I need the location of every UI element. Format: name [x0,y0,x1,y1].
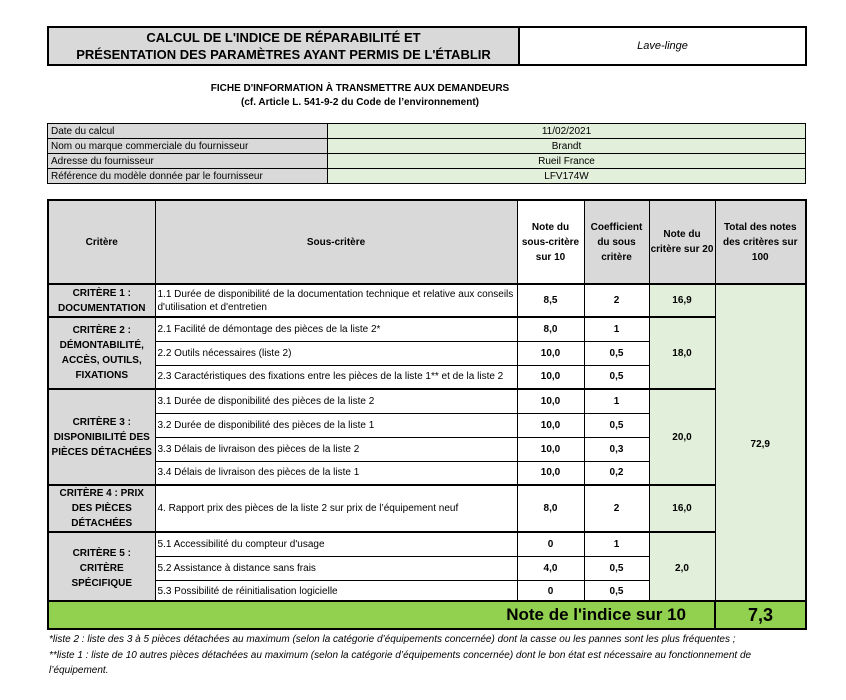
info-label: Référence du modèle donnée par le fournisseur [48,169,328,184]
fiche-line-2: (cf. Article L. 541-9-2 du Code de l’environnement) [240,97,479,108]
table-row [48,532,806,556]
criterion-1-score: 16,9 [649,284,715,317]
criterion-2-score: 18,0 [649,317,715,389]
subcriterion-coef: 2 [584,485,649,532]
result-label: Note de l'indice sur 10 [48,601,715,629]
info-row-address [48,154,806,169]
subcriterion-label: 5.1 Accessibilité du compteur d'usage [155,532,517,556]
score-table [47,199,807,605]
criterion-3-score: 20,0 [649,389,715,485]
subcriterion-note: 10,0 [517,437,584,461]
subcriterion-note: 4,0 [517,556,584,580]
table-row [48,389,806,413]
title-line-2: PRÉSENTATION DES PARAMÈTRES AYANT PERMIS DE L'ÉTABLIR [76,47,491,62]
header-coefficient: Coefficient du sous critère [584,200,649,284]
subcriterion-label: 5.3 Possibilité de réinitialisation logicielle [155,580,517,604]
subcriterion-coef: 0,5 [584,413,649,437]
subcriterion-label: 4. Rapport prix des pièces de la liste 2 sur prix de l’équipement neuf [155,485,517,532]
subcriterion-label: 2.2 Outils nécessaires (liste 2) [155,341,517,365]
info-value: Rueil France [328,154,806,169]
product-category: Lave-linge [519,27,806,65]
info-label: Nom ou marque commerciale du fournisseur [48,139,328,154]
subcriterion-note: 10,0 [517,365,584,389]
footnote-liste-1: **liste 1 : liste de 10 autres pièces détachées au maximum (selon la catégorie d’équipements concernée) dont le bon état est nécessaire au fonctionnement de l’équipement. [49,649,752,676]
total-score-100: 72,9 [715,284,806,604]
subcriterion-label: 3.4 Délais de livraison des pièces de la liste 1 [155,461,517,485]
info-value: Brandt [328,139,806,154]
subcriterion-coef: 1 [584,317,649,341]
subcriterion-coef: 0,2 [584,461,649,485]
info-label: Date du calcul [48,124,328,139]
footnote-liste-2: *liste 2 : liste des 3 à 5 pièces détachées au maximum (selon la catégorie d’équipements concernée) dont la casse ou les pannes sont les plus fréquentes ; [49,634,736,645]
page-title [48,27,519,65]
subcriterion-coef: 1 [584,532,649,556]
info-row-reference [48,169,806,184]
header-total: Total des notes des critères sur 100 [715,200,806,284]
fiche-information [140,82,580,110]
subcriterion-label: 2.1 Facilité de démontage des pièces de la liste 2* [155,317,517,341]
header-note-critere: Note du critère sur 20 [649,200,715,284]
supplier-info-table [47,123,806,184]
subcriterion-coef: 0,3 [584,437,649,461]
subcriterion-label: 2.3 Caractéristiques des fixations entre les pièces de la liste 1** et de la liste 2 [155,365,517,389]
criterion-3-name: CRITÈRE 3 : DISPONIBILITÉ DES PIÈCES DÉTACHÉES [48,389,155,485]
info-row-brand [48,139,806,154]
subcriterion-note: 10,0 [517,413,584,437]
subcriterion-note: 8,0 [517,317,584,341]
title-line-1: CALCUL DE L'INDICE DE RÉPARABILITÉ ET [146,30,421,45]
result-row [47,600,807,630]
info-value: 11/02/2021 [328,124,806,139]
info-row-date [48,124,806,139]
subcriterion-note: 10,0 [517,461,584,485]
subcriterion-note: 8,5 [517,284,584,317]
subcriterion-note: 0 [517,532,584,556]
subcriterion-coef: 0,5 [584,580,649,604]
info-label: Adresse du fournisseur [48,154,328,169]
subcriterion-label: 3.1 Durée de disponibilité des pièces de la liste 2 [155,389,517,413]
subcriterion-coef: 0,5 [584,556,649,580]
info-value: LFV174W [328,169,806,184]
header-sous-critere: Sous-critère [155,200,517,284]
subcriterion-label: 1.1 Durée de disponibilité de la documentation technique et relative aux conseils d'utilisation et d'entretien [155,284,517,317]
fiche-line-1: FICHE D'INFORMATION À TRANSMETTRE AUX DEMANDEURS [210,83,510,94]
table-header-row [48,200,806,284]
criterion-2-name: CRITÈRE 2 : DÉMONTABILITÉ, ACCÈS, OUTILS, FIXATIONS [48,317,155,389]
result-value: 7,3 [715,601,806,629]
subcriterion-coef: 0,5 [584,365,649,389]
subcriterion-note: 10,0 [517,389,584,413]
criterion-5-name: CRITÈRE 5 : CRITÈRE SPÉCIFIQUE [48,532,155,604]
criterion-4-name: CRITÈRE 4 : PRIX DES PIÈCES DÉTACHÉES [48,485,155,532]
table-row [48,284,806,317]
subcriterion-label: 5.2 Assistance à distance sans frais [155,556,517,580]
subcriterion-note: 8,0 [517,485,584,532]
table-row [48,485,806,532]
subcriterion-label: 3.3 Délais de livraison des pièces de la liste 2 [155,437,517,461]
table-row [48,317,806,341]
header-note-sous-critere: Note du sous-critère sur 10 [517,200,584,284]
criterion-5-score: 2,0 [649,532,715,604]
header-table [47,26,807,66]
header-critere: Critère [48,200,155,284]
subcriterion-label: 3.2 Durée de disponibilité des pièces de la liste 1 [155,413,517,437]
subcriterion-note: 10,0 [517,341,584,365]
footnotes [49,632,809,679]
criterion-4-score: 16,0 [649,485,715,532]
criterion-1-name: CRITÈRE 1 : DOCUMENTATION [48,284,155,317]
subcriterion-coef: 0,5 [584,341,649,365]
subcriterion-coef: 1 [584,389,649,413]
subcriterion-note: 0 [517,580,584,604]
subcriterion-coef: 2 [584,284,649,317]
